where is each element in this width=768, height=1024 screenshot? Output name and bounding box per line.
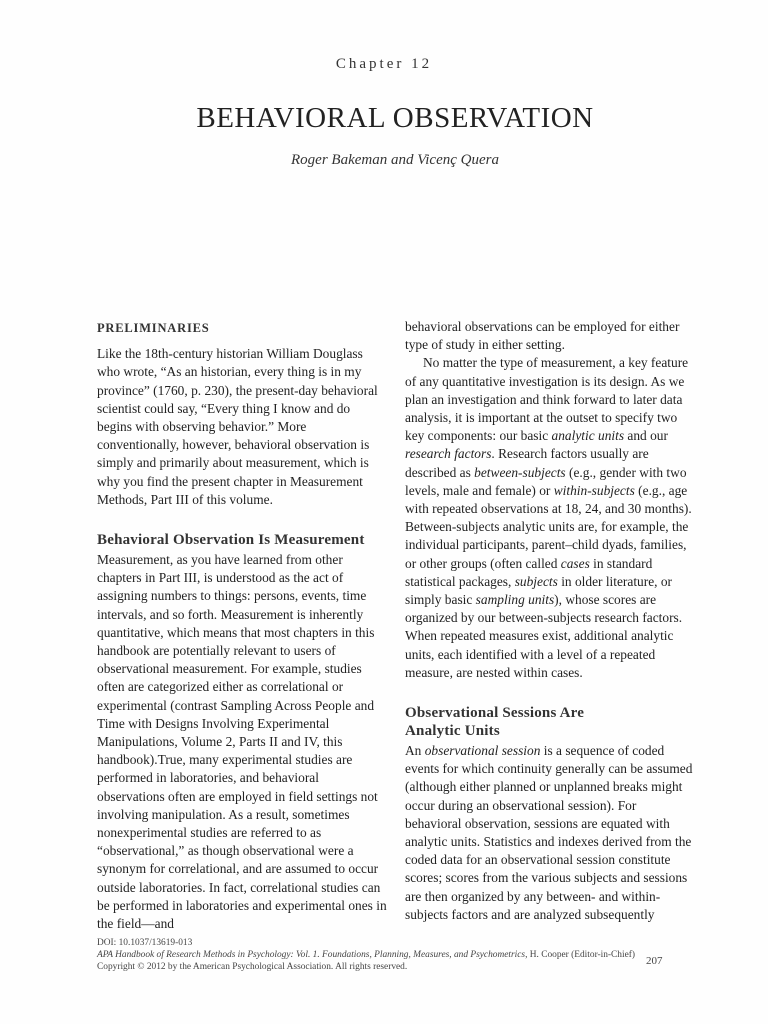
right-column	[405, 318, 695, 924]
paragraph-sessions: An observational session is a sequence of coded events for which continuity generally can be assumed (although either planned or unplanned breaks might occur during an observational session). For behavioral observation, sessions are equated with analytic units. Statistics and indexes derived from the coded data for an observational session constitute scores; scores from the various subjects and sessions are then organized by any between- and within-subjects factors and are analyzed subsequently	[405, 743, 693, 922]
chapter-label: Chapter 12	[335, 56, 433, 72]
section-heading-measurement: Behavioral Observation Is Measurement	[97, 532, 365, 549]
doi: DOI: 10.1037/13619-013	[97, 938, 193, 948]
chapter-title: BEHAVIORAL OBSERVATION	[196, 102, 594, 134]
copyright: Copyright © 2012 by the American Psychological Association. All rights reserved.	[97, 962, 408, 972]
citation: APA Handbook of Research Methods in Psychology: Vol. 1. Foundations, Planning, Measures, and Psychometrics, H. Cooper (Editor-in-Chief)	[97, 950, 636, 960]
page-number: 207	[646, 955, 663, 967]
left-column	[97, 318, 387, 933]
paragraph-preliminaries: Like the 18th-century historian William Douglass who wrote, “As an historian, every thing is in my province” (1760, p. 230), the present-day behavioral scientist could say, “Every thing I know and do begins with observing behavior.” More conventionally, however, behavioral observation is simply and primarily about measurement, which is why you find the present chapter in Measurement Methods, Part III of this volume.	[97, 346, 378, 507]
section-heading-sessions: Observational Sessions Are Analytic Units	[405, 705, 585, 740]
footer-citation	[97, 937, 657, 973]
paragraph-design: No matter the type of measurement, a key feature of any quantitative investigation is its design. As we plan an investigation and think forward to later data analysis, it is important at the outset to specify two key components: our basic analytic units and our research factors. Research factors usually are described as between-subjects (e.g., gender with two levels, male and female) or within-subjects (e.g., age with repeated observations at 18, 24, and 30 months). Between-subjects analytic units are, for example, the individual participants, parent–child dyads, families, or other groups (often called cases in standard statistical packages, subjects in older literature, or simply basic sampling units), whose scores are organized by our between-subjects research factors. When repeated measures exist, additional analytic units, each identified with a level of a repeated measure, are nested within cases.	[405, 355, 692, 680]
authors: Roger Bakeman and Vicenç Quera	[291, 152, 499, 168]
paragraph-measurement: Measurement, as you have learned from other chapters in Part III, is understood as the act of assigning numbers to things: persons, events, time intervals, and so forth. Measurement is inherently quantitative, which means that most chapters in this handbook are potentially relevant to users of observational measurement. For example, studies often are categorized either as correlational or experimental (contrast Sampling Across People and Time with Designs Involving Experimental Manipulations, Volume 2, Parts II and IV, this handbook).True, many experimental studies are performed in laboratories, and behavioral observations often are employed in field settings not involving manipulation. As a result, sometimes nonexperimental studies are referred to as “observational,” as though observational were a synonym for correlational, and are assumed to occur outside laboratories. In fact, correlational studies can be performed in laboratories and experimental ones in the field—and	[97, 552, 387, 932]
section-heading-preliminaries: PRELIMINARIES	[97, 321, 210, 335]
paragraph-continuation: behavioral observations can be employed for either type of study in either setting.	[405, 319, 680, 353]
